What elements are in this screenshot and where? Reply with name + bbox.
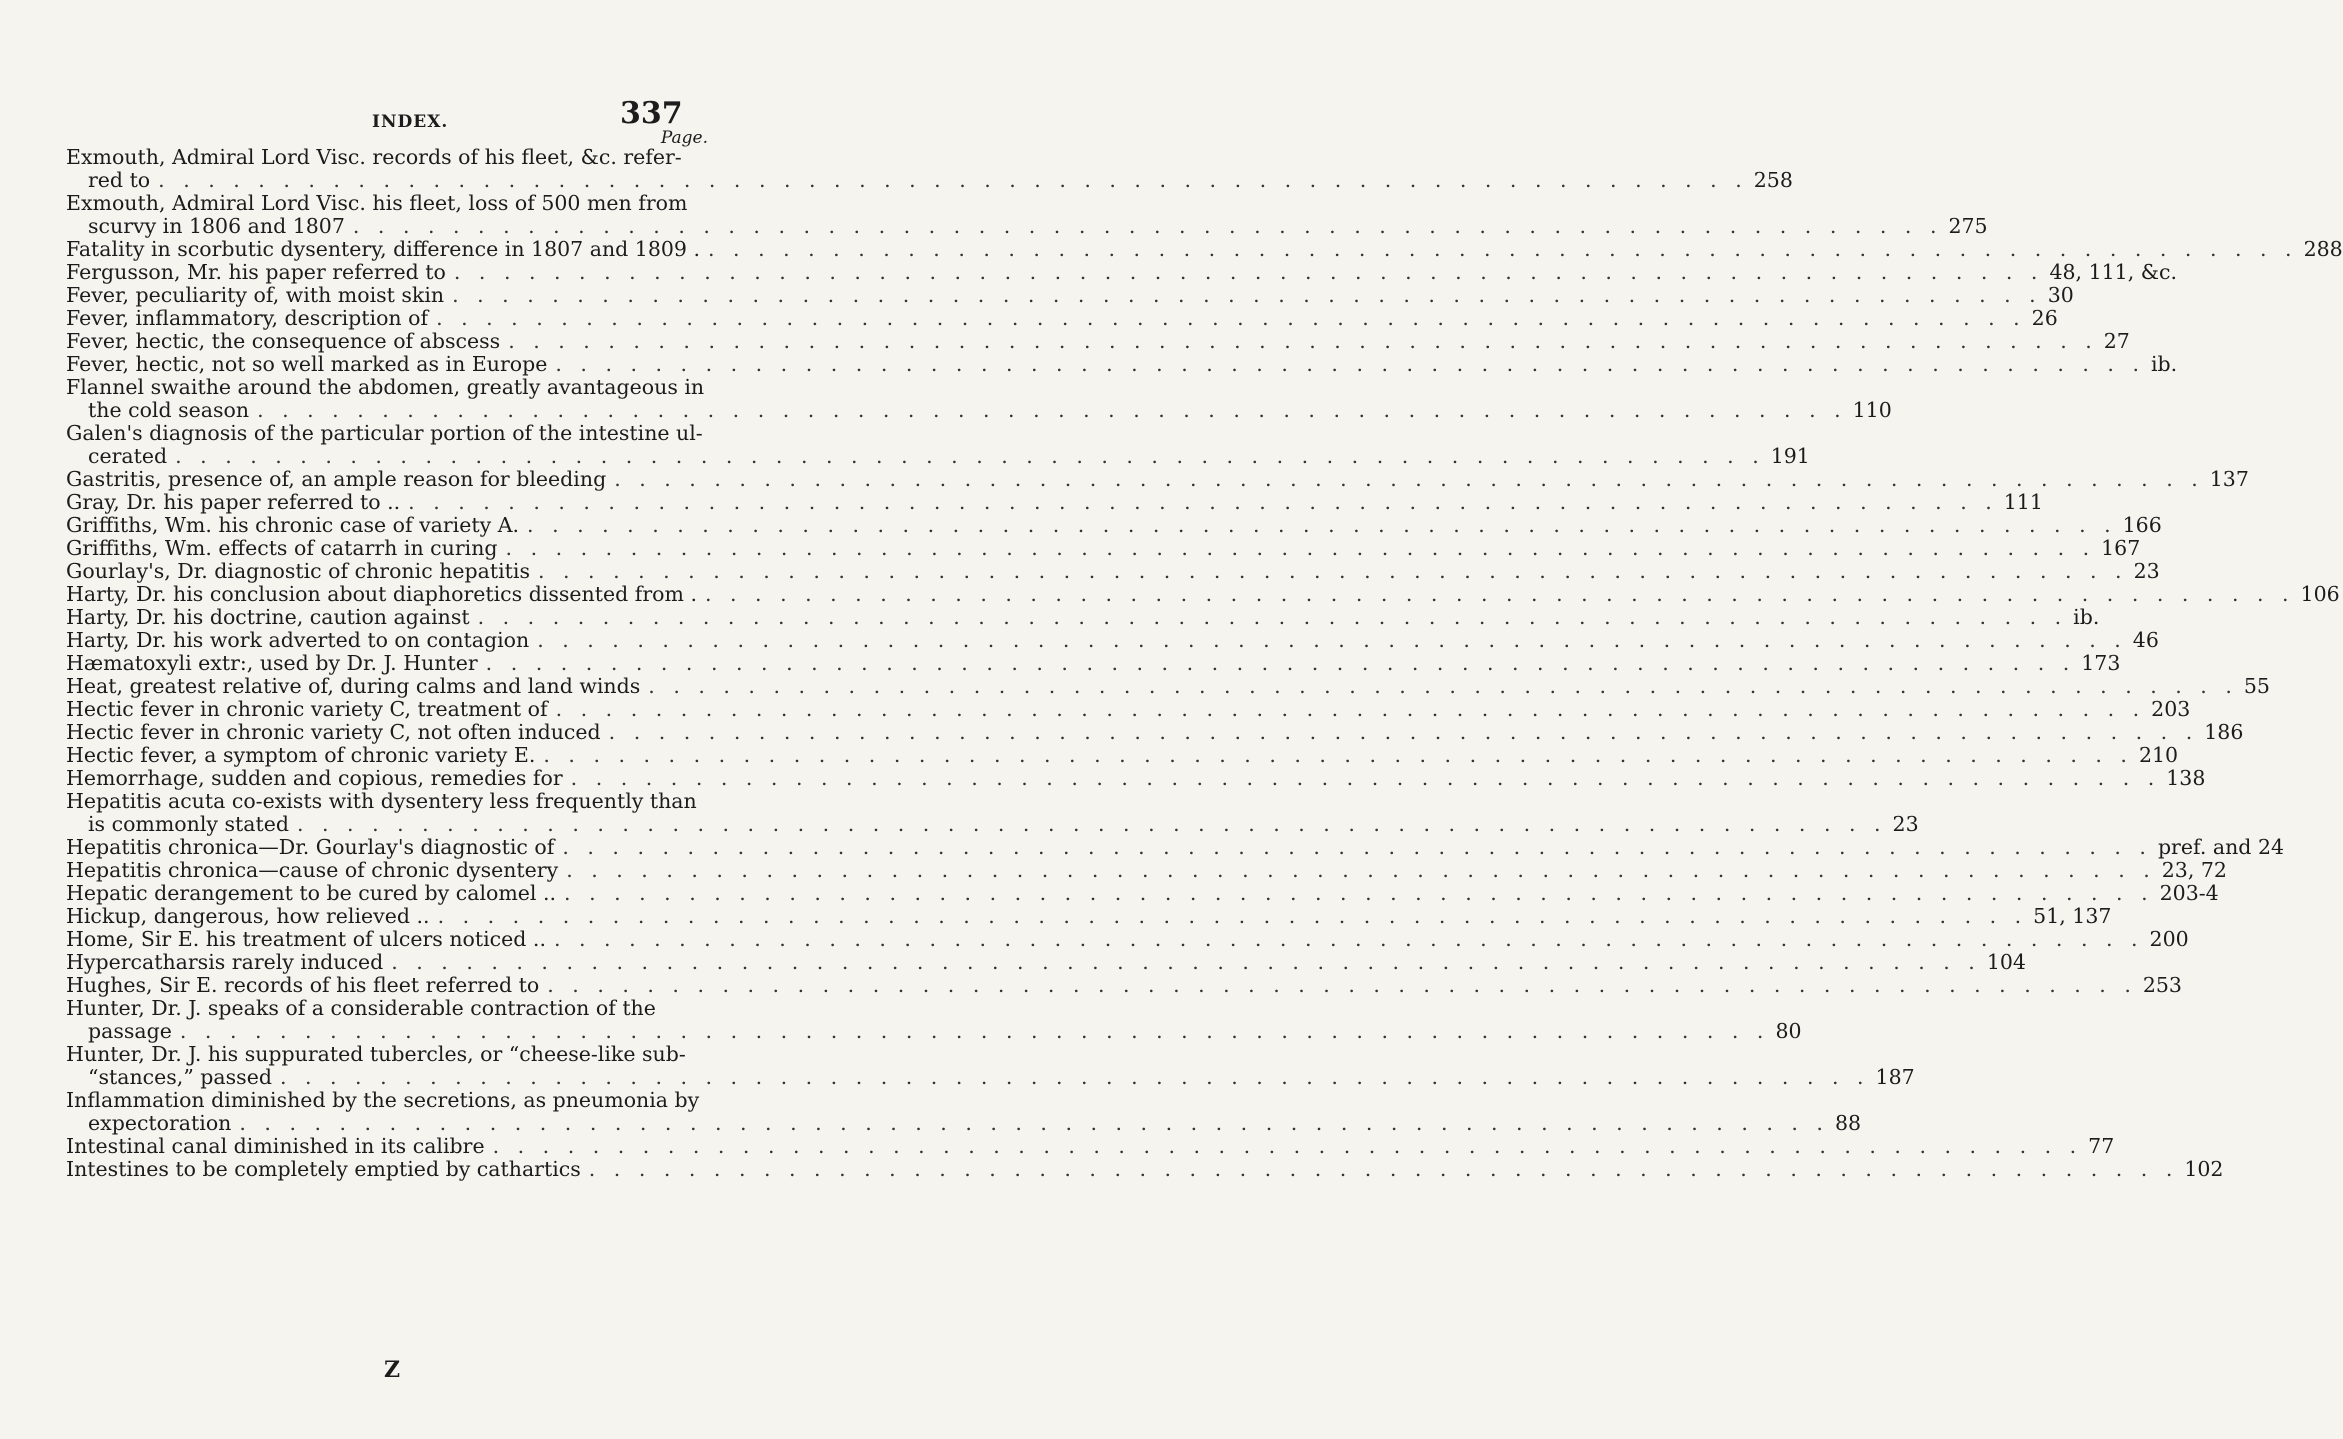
entry-page-ref: 27	[2103, 329, 2130, 353]
entry-text: the cold season	[88, 398, 250, 422]
entry-text: Hemorrhage, sudden and copious, remedies for	[66, 766, 563, 790]
index-entry	[66, 858, 2227, 882]
index-entry	[66, 329, 2130, 353]
leader-dots	[535, 744, 2133, 767]
index-entry	[66, 1042, 1915, 1089]
leader-dots	[529, 629, 2127, 652]
leader-dots	[478, 652, 2076, 675]
entry-page-ref: 275	[1948, 214, 1988, 238]
entry-page-ref: 203	[2151, 697, 2191, 721]
entry-text: Inflammation diminished by the secretions, as pneumonia by	[66, 1088, 700, 1112]
entry-page-ref: 288	[2303, 237, 2343, 261]
entry-text: Fever, inflammatory, description of	[66, 306, 429, 330]
entry-text: Griffiths, Wm. his chronic case of variety A.	[66, 513, 520, 537]
entry-line	[66, 1019, 1802, 1043]
index-entry	[66, 559, 2160, 583]
index-entry	[66, 191, 1988, 238]
entry-text: expectoration	[88, 1111, 232, 1135]
entry-line	[66, 628, 2159, 652]
entry-line	[66, 168, 1793, 192]
entry-line	[66, 950, 2026, 974]
entry-text: cerated	[88, 444, 168, 468]
running-title: INDEX.	[372, 112, 449, 132]
entry-line	[66, 1043, 708, 1066]
index-entry	[66, 536, 2141, 560]
leader-dots	[554, 836, 2152, 859]
entry-line	[66, 283, 2074, 307]
entry-page-ref: 167	[2101, 536, 2141, 560]
leader-dots	[446, 261, 2044, 284]
entry-page-ref: 200	[2149, 927, 2189, 951]
entry-line	[66, 997, 708, 1020]
index-entry	[66, 743, 2179, 767]
entry-line	[66, 720, 2244, 744]
entry-line	[66, 605, 2100, 629]
leader-dots	[167, 445, 1765, 468]
leader-dots	[519, 514, 2117, 537]
leader-dots	[428, 307, 2026, 330]
leader-dots	[470, 606, 2068, 629]
entry-page-ref: 26	[2031, 306, 2058, 330]
page-column-label: Page.	[660, 128, 708, 148]
entry-text: Hunter, Dr. J. speaks of a considerable contraction of the	[66, 996, 656, 1020]
entry-line	[66, 973, 2182, 997]
index-entry	[66, 835, 2285, 859]
entry-page-ref: 203-4	[2159, 881, 2219, 905]
index-entry	[66, 582, 2340, 606]
entry-text: Griffiths, Wm. effects of catarrh in curing	[66, 536, 498, 560]
entry-line	[66, 376, 708, 399]
entry-line	[66, 329, 2130, 353]
leader-dots	[547, 353, 2145, 376]
leader-dots	[601, 721, 2199, 744]
index-entry	[66, 145, 1793, 192]
leader-dots	[289, 813, 1887, 836]
leader-dots	[150, 169, 1748, 192]
index-entry	[66, 881, 2219, 905]
entry-page-ref: ib.	[2073, 605, 2100, 629]
entry-page-ref: 80	[1775, 1019, 1802, 1043]
leader-dots	[249, 399, 1847, 422]
entry-page-ref: ib.	[2150, 352, 2178, 376]
entry-line	[66, 536, 2141, 560]
entry-page-ref: 104	[1986, 950, 2026, 974]
index-entries	[66, 145, 2343, 1181]
entry-text: Fatality in scorbutic dysentery, difference in 1807 and 1809 .	[66, 237, 700, 261]
signature-mark: Z	[384, 1357, 401, 1383]
index-entry	[66, 375, 1892, 422]
entry-line	[66, 743, 2179, 767]
index-entry	[66, 1157, 2224, 1181]
leader-dots	[606, 468, 2204, 491]
index-entry	[66, 789, 1919, 836]
entry-page-ref: 30	[2047, 283, 2074, 307]
entry-text: Heat, greatest relative of, during calms and land winds	[66, 674, 641, 698]
leader-dots	[345, 215, 1943, 238]
entry-line	[66, 1134, 2115, 1158]
entry-line	[66, 490, 2043, 514]
entry-line	[66, 1089, 708, 1112]
entry-page-ref: 191	[1770, 444, 1810, 468]
index-entry	[66, 674, 2270, 698]
index-entry	[66, 306, 2058, 330]
entry-line	[66, 858, 2227, 882]
entry-text: Exmouth, Admiral Lord Visc. his fleet, loss of 500 men from	[66, 191, 688, 215]
leader-dots	[485, 1135, 2083, 1158]
entry-page-ref: 23	[1892, 812, 1919, 836]
leader-dots	[700, 238, 2298, 261]
entry-text: Hectic fever in chronic variety C, treatment of	[66, 697, 548, 721]
entry-page-ref: 166	[2122, 513, 2162, 537]
entry-text: Fever, peculiarity of, with moist skin	[66, 283, 445, 307]
index-entry	[66, 651, 2121, 675]
entry-text: Hepatitis acuta co-exists with dysentery less frequently than	[66, 789, 697, 813]
page-number: 337	[620, 96, 683, 131]
index-entry	[66, 1088, 1862, 1135]
index-entry	[66, 904, 2112, 928]
entry-line	[66, 674, 2270, 698]
leader-dots	[500, 330, 2098, 353]
entry-text: Hepatitis chronica—cause of chronic dysentery	[66, 858, 559, 882]
leader-dots	[558, 859, 2156, 882]
entry-text: Hectic fever, a symptom of chronic variety E.	[66, 743, 536, 767]
entry-page-ref: 110	[1852, 398, 1892, 422]
entry-page-ref: 46	[2132, 628, 2159, 652]
index-entry	[66, 628, 2159, 652]
entry-page-ref: 23, 72	[2161, 858, 2227, 882]
entry-page-ref: 111	[2003, 490, 2043, 514]
entry-text: Fever, hectic, the consequence of abscess	[66, 329, 501, 353]
entry-page-ref: pref. and 24	[2157, 835, 2285, 859]
leader-dots	[546, 928, 2144, 951]
leader-dots	[272, 1066, 1870, 1089]
entry-line	[66, 260, 2177, 284]
leader-dots	[231, 1112, 1829, 1135]
entry-line	[66, 467, 2249, 491]
leader-dots	[548, 698, 2146, 721]
entry-line	[66, 398, 1892, 422]
entry-text: Intestines to be completely emptied by cathartics	[66, 1157, 581, 1181]
index-entry	[66, 1134, 2115, 1158]
entry-text: Hæmatoxyli extr:, used by Dr. J. Hunter	[66, 651, 478, 675]
entry-text: Hepatic derangement to be cured by calomel ..	[66, 881, 557, 905]
entry-page-ref: 137	[2209, 467, 2249, 491]
entry-text: Harty, Dr. his conclusion about diaphoretics dissented from .	[66, 582, 697, 606]
entry-page-ref: 173	[2081, 651, 2121, 675]
index-entry	[66, 283, 2074, 307]
entry-text: Exmouth, Admiral Lord Visc. records of his fleet, &c. refer-	[66, 145, 682, 169]
entry-text: Fergusson, Mr. his paper referred to	[66, 260, 446, 284]
entry-line	[66, 444, 1810, 468]
entry-text: is commonly stated	[88, 812, 289, 836]
leader-dots	[581, 1158, 2179, 1181]
entry-text: Galen's diagnosis of the particular portion of the intestine ul-	[66, 421, 703, 445]
index-entry	[66, 950, 2026, 974]
entry-line	[66, 904, 2112, 928]
entry-page-ref: 106	[2300, 582, 2340, 606]
entry-page-ref: 23	[2133, 559, 2160, 583]
entry-page-ref: 187	[1875, 1065, 1915, 1089]
index-entry	[66, 490, 2043, 514]
entry-page-ref: 186	[2204, 720, 2244, 744]
entry-page-ref: 48, 111, &c.	[2049, 260, 2177, 284]
entry-page-ref: 138	[2166, 766, 2206, 790]
entry-line	[66, 559, 2160, 583]
entry-page-ref: 258	[1753, 168, 1793, 192]
leader-dots	[539, 974, 2137, 997]
entry-text: Intestinal canal diminished in its calibre	[66, 1134, 485, 1158]
index-entry	[66, 421, 1810, 468]
entry-line	[66, 927, 2189, 951]
entry-line	[66, 214, 1988, 238]
entry-line	[66, 766, 2206, 790]
index-entry	[66, 973, 2182, 997]
entry-text: “stances,” passed	[88, 1065, 272, 1089]
leader-dots	[383, 951, 1981, 974]
entry-line	[66, 352, 2178, 376]
index-entry	[66, 927, 2189, 951]
index-entry	[66, 605, 2100, 629]
entry-line	[66, 582, 2340, 606]
entry-line	[66, 697, 2191, 721]
entry-page-ref: 88	[1834, 1111, 1862, 1135]
index-entry	[66, 237, 2343, 261]
entry-page-ref: 51, 137	[2033, 904, 2112, 928]
entry-line	[66, 146, 708, 169]
index-entry	[66, 513, 2162, 537]
entry-text: Hickup, dangerous, how relieved ..	[66, 904, 430, 928]
index-entry	[66, 697, 2191, 721]
index-entry	[66, 720, 2244, 744]
entry-line	[66, 1157, 2224, 1181]
entry-text: Flannel swaithe around the abdomen, greatly avantageous in	[66, 375, 705, 399]
entry-line	[66, 651, 2121, 675]
leader-dots	[444, 284, 2042, 307]
entry-text: passage	[88, 1019, 172, 1043]
leader-dots	[556, 882, 2154, 905]
entry-line	[66, 835, 2285, 859]
entry-line	[66, 192, 708, 215]
index-entry	[66, 260, 2177, 284]
leader-dots	[400, 491, 1998, 514]
entry-text: Hepatitis chronica—Dr. Gourlay's diagnostic of	[66, 835, 555, 859]
entry-line	[66, 1111, 1862, 1135]
entry-page-ref: 102	[2184, 1157, 2224, 1181]
leader-dots	[640, 675, 2238, 698]
leader-dots	[172, 1020, 1770, 1043]
entry-text: Harty, Dr. his work adverted to on contagion	[66, 628, 530, 652]
entry-text: Harty, Dr. his doctrine, caution against	[66, 605, 470, 629]
entry-line	[66, 881, 2219, 905]
leader-dots	[430, 905, 2028, 928]
entry-text: Fever, hectic, not so well marked as in Europe	[66, 352, 548, 376]
leader-dots	[530, 560, 2128, 583]
entry-text: Gray, Dr. his paper referred to ..	[66, 490, 401, 514]
entry-text: Gourlay's, Dr. diagnostic of chronic hepatitis	[66, 559, 530, 583]
index-entry	[66, 467, 2249, 491]
entry-line	[66, 237, 2343, 261]
entry-text: Hectic fever in chronic variety C, not often induced	[66, 720, 601, 744]
entry-page-ref: 210	[2138, 743, 2179, 767]
entry-text: Hunter, Dr. J. his suppurated tubercles, or “cheese-like sub-	[66, 1042, 686, 1066]
index-entry	[66, 996, 1802, 1043]
entry-line	[66, 513, 2162, 537]
leader-dots	[697, 583, 2295, 606]
entry-line	[66, 1065, 1915, 1089]
entry-line	[66, 790, 708, 813]
entry-page-ref: 55	[2243, 674, 2270, 698]
entry-text: Gastritis, presence of, an ample reason for bleeding	[66, 467, 607, 491]
leader-dots	[498, 537, 2096, 560]
entry-page-ref: 77	[2088, 1134, 2115, 1158]
entry-line	[66, 422, 708, 445]
entry-text: red to	[88, 168, 151, 192]
index-entry	[66, 766, 2206, 790]
entry-text: Home, Sir E. his treatment of ulcers noticed ..	[66, 927, 546, 951]
entry-page-ref: 253	[2142, 973, 2182, 997]
entry-line	[66, 812, 1919, 836]
entry-line	[66, 306, 2058, 330]
index-entry	[66, 352, 2178, 376]
leader-dots	[563, 767, 2161, 790]
entry-text: scurvy in 1806 and 1807	[88, 214, 345, 238]
entry-text: Hypercatharsis rarely induced	[66, 950, 384, 974]
entry-text: Hughes, Sir E. records of his fleet referred to	[66, 973, 540, 997]
